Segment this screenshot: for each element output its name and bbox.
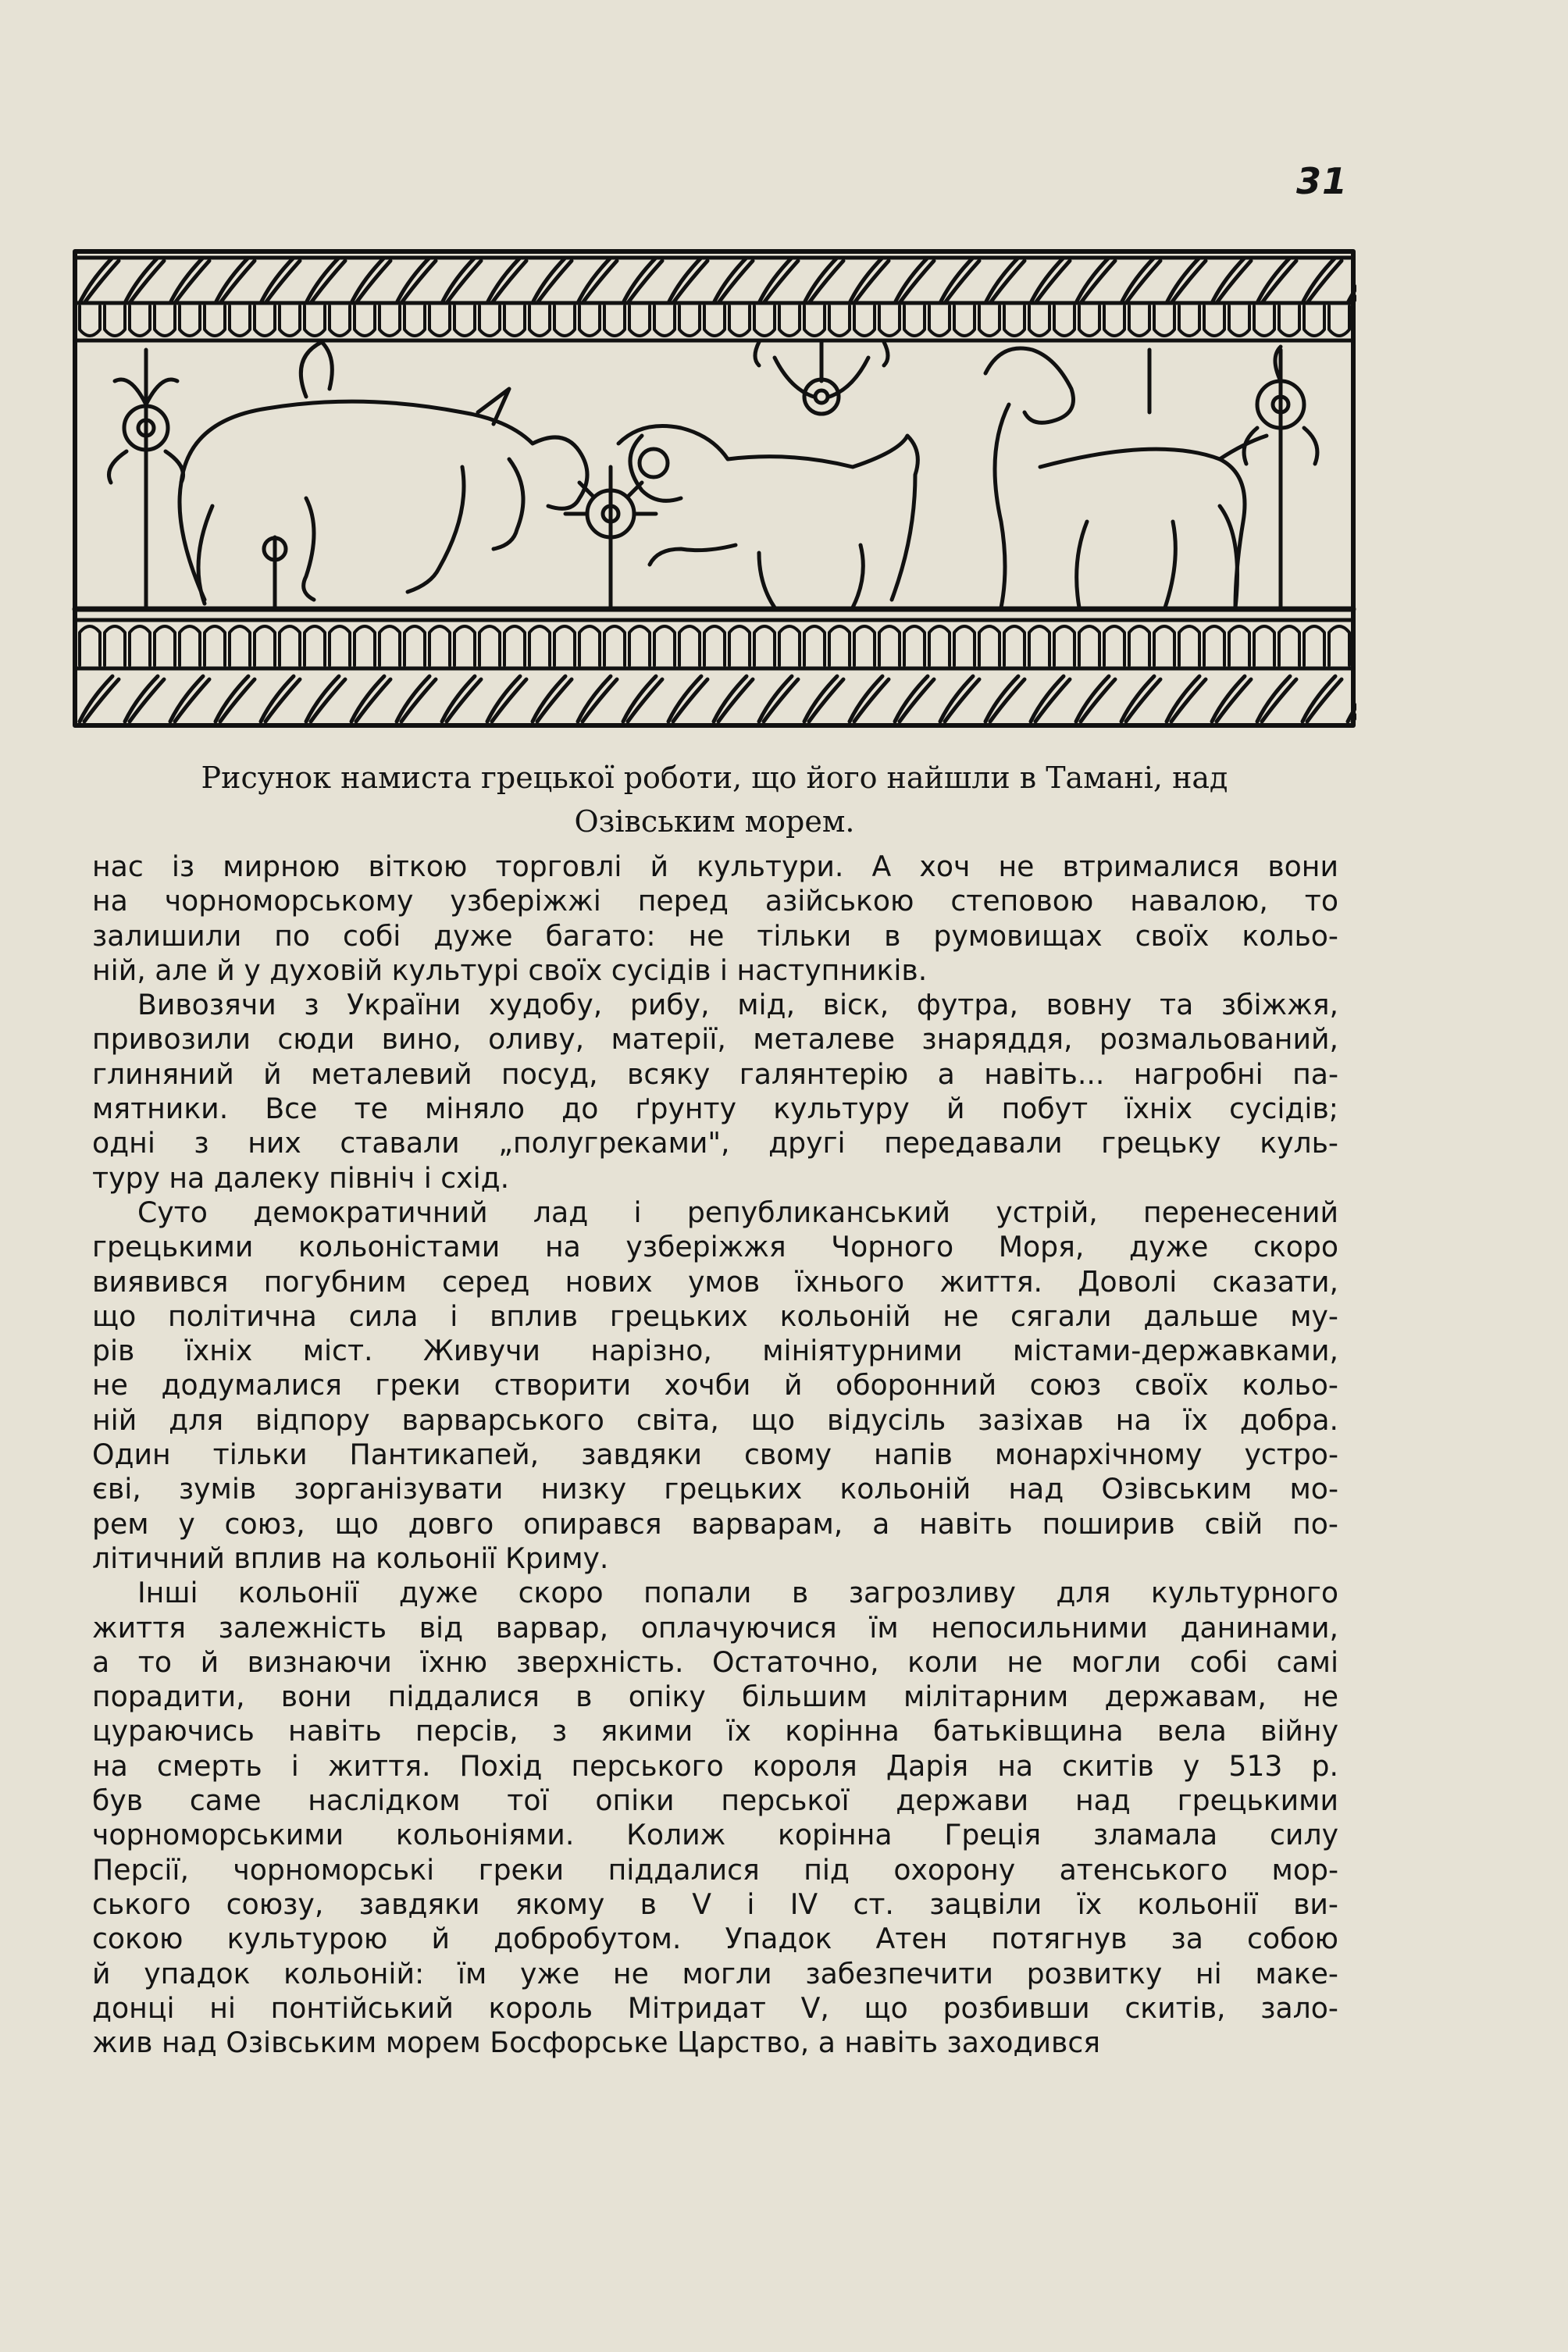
paragraph (92, 988, 1338, 1196)
goat-figure (985, 348, 1267, 608)
text-line: порадити, вони піддалися в опіку більшим мілітарним державам, не (92, 1680, 1338, 1714)
text-line: донці ні понтійський король Мітридат V, що розбивши скитів, зало- (92, 1990, 1338, 2025)
text-line: жив над Озівським морем Босфорське Царство, а навіть заходився (92, 2026, 1101, 2060)
text-line: а то й визнаючи їхню зверхність. Остаточно, коли не могли собі самі (92, 1645, 1338, 1679)
paragraph (92, 1576, 1338, 2060)
text-line: нас із мирною віткою торговлі й культури. А хоч не втрималися вони (92, 850, 1338, 883)
paragraph (92, 850, 1338, 988)
text-line: чорноморськими кольоніями. Колиж корінна Греція зламала силу (92, 1818, 1338, 1852)
text-line: Вивозячи з України худобу, рибу, мід, віск, футра, вовну та збіжжя, (137, 988, 1338, 1022)
necklace-frieze-illustration (72, 248, 1356, 729)
paragraph (92, 1196, 1338, 1576)
text-line: на чорноморському узберіжжі перед азійською степовою навалою, то (92, 884, 1338, 918)
text-line: туру на далеку північ і схід. (92, 1160, 510, 1195)
text-line: цураючись навіть персів, з якими їх корінна батьківщина вела війну (92, 1714, 1338, 1748)
text-line: єві, зумів зорганізувати низку грецьких кольоній над Озівським мо- (92, 1472, 1338, 1506)
text-line: мятники. Все те міняло до ґрунту культуру й побут їхніх сусідів; (92, 1092, 1338, 1126)
text-line: ній, але й у духовій культурі своїх сусідів і наступників. (92, 953, 928, 987)
text-line: на смерть і життя. Похід перського короля Дарія на скитів у 513 р. (92, 1748, 1338, 1783)
flower-small-left (264, 537, 286, 608)
text-line: одні з них ставали „полугреками", другі передавали грецьку куль- (92, 1126, 1338, 1160)
text-line: сокою культурою й добробутом. Упадок Атен потягнув за собою (92, 1922, 1338, 1956)
text-line: був саме наслідком тої опіки перської держави над грецькими (92, 1784, 1338, 1818)
top-rope-band (75, 258, 1356, 303)
text-line: Суто демократичний лад і републиканський устрій, перенесений (137, 1195, 1338, 1229)
text-line: грецькими кольоністами на узберіжжя Чорного Моря, дуже скоро (92, 1230, 1338, 1264)
text-line: рів їхніх міст. Живучи нарізно, мініятурними містами-державками, (92, 1334, 1338, 1368)
text-line: що політична сила і вплив грецьких кольоній не сягали дальше му- (92, 1299, 1338, 1333)
bottom-tongue-border (80, 626, 1349, 665)
flower-center-top (755, 342, 888, 414)
page-number: 31 (1296, 160, 1349, 202)
text-line: привозили сюди вино, оливу, матерії, металеве знаряддя, розмальований, (92, 1022, 1338, 1057)
text-line: Один тільки Пантикапей, завдяки свому напів монархічному устро- (92, 1438, 1338, 1472)
flower-right (1244, 347, 1317, 608)
text-line: літичний вплив на кольонії Криму. (92, 1541, 609, 1575)
text-line: не додумалися греки створити хочби й оборонний союз своїх кольо- (92, 1368, 1338, 1402)
text-line: життя залежність від варвар, оплачуючися їм непосильними данинами, (92, 1610, 1338, 1645)
text-line: ній для відпору варварського світа, що відусіль зазіхав на їх добра. (92, 1402, 1338, 1437)
text-line: ського союзу, завдяки якому в V і IV ст. зацвіли їх кольонії ви- (92, 1887, 1338, 1921)
bottom-rope-band (80, 676, 1356, 722)
text-line: виявився погубним серед нових умов їхнього життя. Доволі сказати, (92, 1264, 1338, 1299)
figure-caption (133, 756, 1296, 843)
text-line: залишили по собі дуже багато: не тільки в румовищах своїх кольо- (92, 918, 1338, 953)
bull-figure (180, 342, 587, 604)
text-line: Персії, чорноморські греки піддалися під охорону атенського мор- (92, 1852, 1338, 1887)
caption-line: Рисунок намиста грецької роботи, що його найшли в Тамані, над (201, 761, 1228, 795)
flower-left (109, 350, 184, 608)
text-line: глиняний й металевий посуд, всяку галянтерію а навіть... нагробні па- (92, 1057, 1338, 1091)
body-text (92, 850, 1338, 2060)
text-line: й упадок кольоній: їм уже не могли забезпечити розвитку ні маке- (92, 1956, 1338, 1990)
text-line: рем у союз, що довго опирався варварам, а навіть поширив свій по- (92, 1506, 1338, 1541)
ram-figure (618, 426, 918, 608)
top-tongue-border (80, 306, 1349, 336)
caption-line: Озівським морем. (574, 804, 855, 839)
text-line: Інші кольонії дуже скоро попали в загрозливу для культурного (137, 1576, 1338, 1610)
